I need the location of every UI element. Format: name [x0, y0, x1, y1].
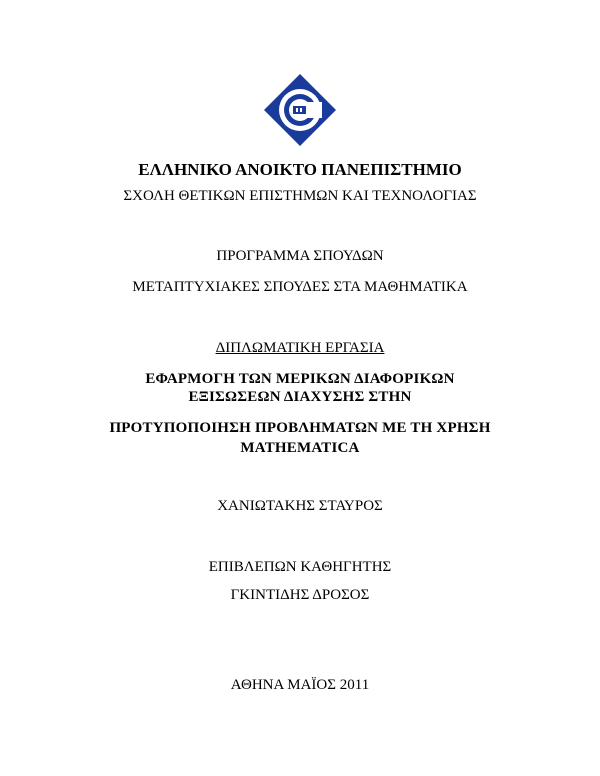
thesis-title-line-1: ΕΦΑΡΜΟΓΗ ΤΩΝ ΜΕΡΙΚΩΝ ΔΙΑΦΟΡΙΚΩΝ [145, 371, 455, 387]
program-name: ΜΕΤΑΠΤΥΧΙΑΚΕΣ ΣΠΟΥΔΕΣ ΣΤΑ ΜΑΘΗΜΑΤΙΚΑ [132, 279, 468, 295]
program-label: ΠΡΟΓΡΑΜΜΑ ΣΠΟΥΔΩΝ [216, 248, 384, 264]
author-name: ΧΑΝΙΩΤΑΚΗΣ ΣΤΑΥΡΟΣ [217, 498, 383, 514]
supervisor-label: ΕΠΙΒΛΕΠΩΝ ΚΑΘΗΓΗΤΗΣ [208, 559, 392, 575]
supervisor-name: ΓΚΙΝΤΙΔΗΣ ΔΡΟΣΟΣ [230, 587, 370, 603]
thesis-type: ΔΙΠΛΩΜΑΤΙΚΗ ΕΡΓΑΣΙΑ [215, 340, 385, 356]
university-logo-icon [262, 72, 338, 148]
thesis-title-line-2: ΕΞΙΣΩΣΕΩΝ ΔΙΑΧΥΣΗΣ ΣΤΗΝ [188, 389, 412, 405]
school-name: ΣΧΟΛΗ ΘΕΤΙΚΩΝ ΕΠΙΣΤΗΜΩΝ ΚΑΙ ΤΕΧΝΟΛΟΓΙΑΣ [123, 188, 477, 204]
university-name: ΕΛΛΗΝΙΚΟ ΑΝΟΙΚΤΟ ΠΑΝΕΠΙΣΤΗΜΙΟ [138, 160, 462, 179]
thesis-title-line-3: ΠΡΟΤΥΠΟΠΟΙΗΣΗ ΠΡΟΒΛΗΜΑΤΩΝ ΜΕ ΤΗ ΧΡΗΣΗ [109, 420, 491, 436]
thesis-title-line-4: MATHEMATICA [240, 440, 360, 456]
place-date: ΑΘΗΝΑ ΜΑΪΟΣ 2011 [230, 677, 370, 693]
